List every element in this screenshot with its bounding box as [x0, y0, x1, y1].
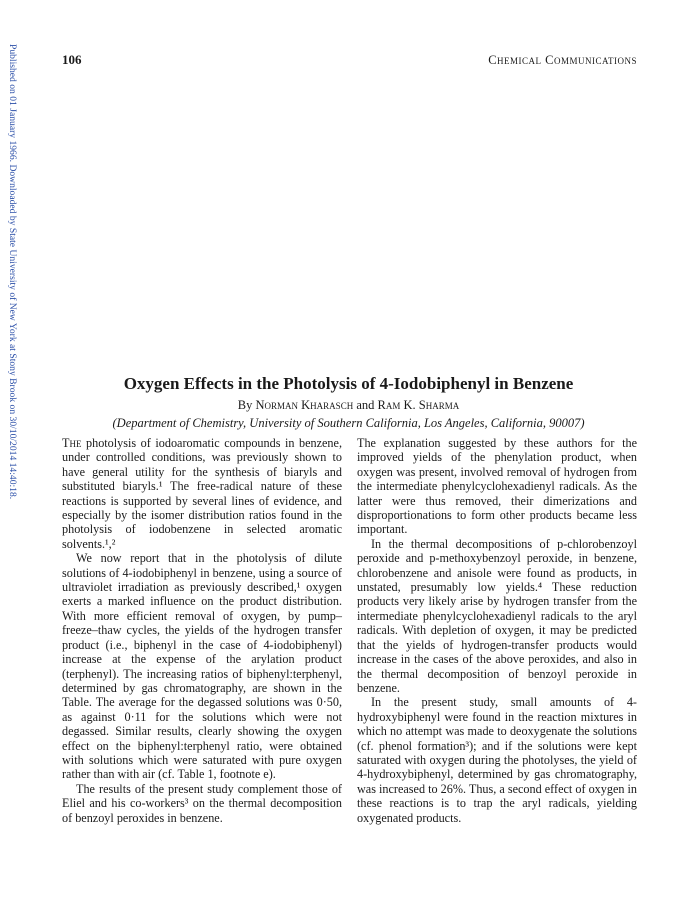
article-title: Oxygen Effects in the Photolysis of 4-Iodobiphenyl in Benzene: [123, 374, 574, 393]
download-notice-sidebar: [6, 44, 20, 604]
author-line: [0, 398, 697, 413]
paragraph: The explanation suggested by these authors for the improved yields of the phenylation product, when oxygen was present, involved removal of hydrogen from the intermediate phenylcyclohexadienyl radicals. As the latter were thus removed, their dimerizations and disproportionations to form other products became less important.: [357, 436, 637, 537]
paragraph: In the present study, small amounts of 4-hydroxybiphenyl were found in the reaction mixtures in which no attempt was made to deoxygenate the solutions (cf. phenol formation³); and if the solutions were kept saturated with oxygen during the photolyses, the yield of 4-hydroxybiphenyl, determined by gas chromatography, was increased to 26%. Thus, a second effect of oxygen in these reactions is to trap the aryl radicals, yielding oxygenated products.: [357, 695, 637, 825]
paragraph: In the thermal decompositions of p-chlorobenzoyl peroxide and p-methoxybenzoyl peroxide, in benzene, chlorobenzene and anisole were found as products, in unstated, presumably low yields.⁴ These reduction products very likely arise by hydrogen transfer from the intermediate phenylcyclohexadienyl radicals to the aryl radicals. With depletion of oxygen, it may be predicted that the yields of hydrogen-transfer products would increase in the cases of the above peroxides, and also in the thermal decomposition of benzoyl peroxide in benzene.: [357, 536, 637, 695]
paragraph: The results of the present study complement those of Eliel and his co-workers³ on the thermal decomposition of benzoyl peroxides in benzene.: [62, 781, 342, 825]
paragraph-text: photolysis of iodoaromatic compounds in benzene, under controlled conditions, was previously shown to have general utility for the synthesis of biaryls and substituted biaryls.¹ The free-radical nature of these reactions is supported by several lines of evidence, and especially by the isomer distribution ratios found in the photolysis of iodobenzene in selected aromatic solvents.¹,²: [62, 436, 342, 551]
paragraph: We now report that in the photolysis of dilute solutions of 4-iodobiphenyl in benzene, using a source of ultraviolet irradiation as previously described,¹ oxygen exerts a marked influence on the product distribution. With more efficient removal of oxygen, by pump–freeze–thaw cycles, the yields of the hydrogen transfer product (i.e., biphenyl in the case of 4-iodobiphenyl) increase at the expense of the arylation product (terphenyl). The increasing ratios of biphenyl:terphenyl, determined by gas chromatography, are shown in the Table. The average for the degassed solutions was 0·50, as against 0·11 for the solutions which were not degassed. Similar results, clearly showing the oxygen effect on the biphenyl:terphenyl ratio, were obtained with solutions which were saturated with pure oxygen rather than with air (cf. Table 1, footnote e).: [62, 551, 342, 782]
page-number: 106: [62, 52, 82, 67]
left-column: [62, 436, 342, 825]
affiliation: (Department of Chemistry, University of Southern California, Los Angeles, California, 90007): [112, 416, 585, 430]
paragraph: [62, 436, 342, 551]
download-notice-text: Published on 01 January 1966. Downloaded by State University of New York at Stony Brook on 30/10/2014 14:40:18.: [7, 44, 18, 500]
journal-name: Chemical Communications: [488, 53, 637, 67]
opening-word: The: [62, 436, 82, 450]
right-column: [357, 436, 637, 825]
and-label: and: [356, 398, 375, 412]
author-name: Norman Kharasch: [255, 398, 354, 412]
author-name: Ram K. Sharma: [377, 398, 460, 412]
by-label: By: [237, 398, 253, 412]
